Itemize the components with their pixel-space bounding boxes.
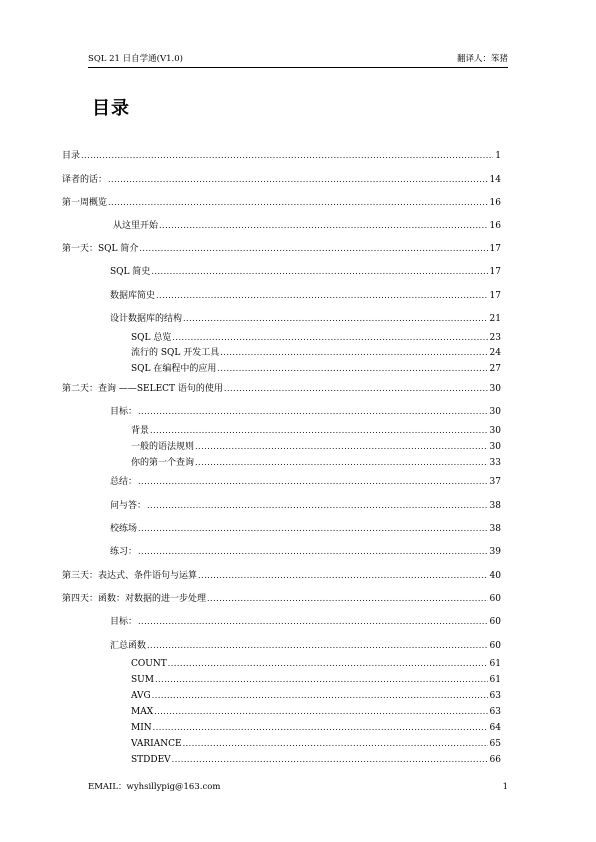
toc-entry-label: 设计数据库的结构: [110, 314, 183, 324]
toc-entry-label: 总结：: [110, 477, 138, 487]
toc-entry[interactable]: [110, 266, 501, 278]
toc-entry-label: 从这里开始: [113, 221, 159, 231]
footer-email: EMAIL：wyhsillypig@163.com: [88, 782, 221, 792]
toc-entry-page: 30: [489, 442, 501, 452]
toc-entry-label: 目标：: [110, 617, 138, 627]
toc-entry-label: 流行的 SQL 开发工具: [131, 348, 220, 358]
toc-entry-label: STDDEV: [131, 755, 171, 765]
toc-leader-dots: [183, 313, 488, 325]
toc-entry-label: 目标：: [110, 407, 138, 417]
toc-entry[interactable]: [62, 570, 501, 582]
toc-leader-dots: [183, 738, 488, 750]
toc-entry[interactable]: [131, 363, 501, 375]
toc-entry[interactable]: [131, 674, 501, 686]
toc-entry[interactable]: [110, 616, 501, 628]
toc-entry[interactable]: [131, 738, 501, 750]
toc-entry[interactable]: [110, 290, 501, 302]
toc-entry-label: 第一周概览: [62, 198, 108, 208]
toc-entry[interactable]: [110, 406, 501, 418]
page-footer: [88, 781, 508, 793]
toc-leader-dots: [108, 174, 488, 186]
toc-entry-label: 背景: [131, 426, 150, 436]
toc-leader-dots: [150, 425, 488, 437]
toc-entry-page: 61: [489, 675, 501, 685]
toc-entry-page: 63: [489, 691, 501, 701]
toc-entry-label: 第四天：函数：对数据的进一步处理: [62, 594, 207, 604]
toc-entry[interactable]: [110, 546, 501, 558]
toc-entry-page: 64: [489, 723, 501, 733]
toc-entry[interactable]: [131, 658, 501, 670]
toc-entry-label: SQL 在编程中的应用: [131, 364, 217, 374]
toc-entry-page: 63: [489, 707, 501, 717]
toc-entry-label: 译者的话：: [62, 175, 108, 185]
toc-entry-page: 14: [489, 175, 501, 185]
toc-leader-dots: [147, 500, 488, 512]
toc-entry-label: 校练场: [110, 524, 138, 534]
toc-leader-dots: [172, 754, 488, 766]
toc-entry[interactable]: [131, 347, 501, 359]
toc-entry-page: 39: [489, 547, 501, 557]
footer-page-number: 1: [502, 782, 508, 792]
toc-leader-dots: [156, 290, 488, 302]
header-translator: 翻译人：笨猪: [456, 54, 508, 64]
toc-entry-page: 61: [489, 659, 501, 669]
toc-entry-label: 你的第一个查询: [131, 458, 195, 468]
toc-entry-page: 1: [495, 151, 501, 161]
toc-entry-label: AVG: [131, 691, 151, 701]
toc-leader-dots: [224, 383, 488, 395]
toc-entry-page: 65: [489, 739, 501, 749]
toc-entry[interactable]: [131, 690, 501, 702]
toc-leader-dots: [151, 266, 487, 278]
toc-entry-page: 24: [489, 348, 501, 358]
toc-leader-dots: [217, 363, 487, 375]
toc-leader-dots: [172, 332, 487, 344]
toc-entry[interactable]: [62, 383, 501, 395]
toc-entry-label: 汇总函数: [110, 641, 147, 651]
toc-entry[interactable]: [131, 441, 501, 453]
toc-entry-label: 第三天：表达式、条件语句与运算: [62, 571, 198, 581]
toc-entry-label: 一般的语法规则: [131, 442, 195, 452]
toc-entry-label: SQL 总览: [131, 333, 172, 343]
toc-entry-page: 16: [489, 221, 501, 231]
toc-entry[interactable]: [62, 150, 501, 162]
toc-leader-dots: [159, 220, 488, 232]
toc-entry[interactable]: [110, 476, 501, 488]
toc-entry[interactable]: [131, 457, 501, 469]
toc-entry-page: 23: [489, 333, 501, 343]
toc-entry-page: 60: [489, 617, 501, 627]
toc-entry-label: VARIANCE: [131, 739, 182, 749]
toc-entry-page: 30: [489, 426, 501, 436]
toc-leader-dots: [195, 441, 488, 453]
toc-entry[interactable]: [110, 640, 501, 652]
toc-entry-label: 第一天：SQL 简介: [62, 244, 139, 254]
toc-entry-page: 33: [489, 458, 501, 468]
header-book-title: SQL 21 日自学通(V1.0): [88, 54, 183, 64]
toc-entry-page: 60: [489, 594, 501, 604]
toc-entry[interactable]: [62, 174, 501, 186]
toc-entry-page: 21: [489, 314, 501, 324]
toc-entry[interactable]: [110, 313, 501, 325]
toc-leader-dots: [147, 640, 488, 652]
toc-leader-dots: [195, 457, 488, 469]
toc-entry[interactable]: [131, 706, 501, 718]
toc-entry[interactable]: [131, 722, 501, 734]
toc-entry-label: 问与答：: [110, 501, 147, 511]
page-title: 目录: [92, 98, 130, 119]
toc-leader-dots: [207, 593, 488, 605]
toc-leader-dots: [152, 690, 488, 702]
toc-leader-dots: [220, 347, 487, 359]
toc-entry-page: 17: [489, 291, 501, 301]
toc-entry[interactable]: [62, 197, 501, 209]
toc-entry-page: 66: [489, 755, 501, 765]
toc-entry[interactable]: [131, 425, 501, 437]
toc-entry-page: 37: [489, 477, 501, 487]
toc-entry-page: 30: [489, 384, 501, 394]
toc-entry[interactable]: [113, 220, 501, 232]
toc-entry[interactable]: [62, 243, 501, 255]
toc-leader-dots: [138, 616, 488, 628]
toc-entry[interactable]: [110, 500, 501, 512]
toc-entry-page: 40: [489, 571, 501, 581]
toc-entry-page: 38: [489, 524, 501, 534]
toc-leader-dots: [155, 674, 488, 686]
toc-entry-page: 17: [489, 267, 501, 277]
toc-leader-dots: [138, 523, 488, 535]
toc-entry-page: 17: [489, 244, 501, 254]
toc-leader-dots: [138, 476, 488, 488]
toc-leader-dots: [108, 197, 488, 209]
toc-entry[interactable]: [110, 523, 501, 535]
toc-leader-dots: [198, 570, 488, 582]
toc-leader-dots: [154, 706, 487, 718]
toc-entry-label: SUM: [131, 675, 154, 685]
toc-leader-dots: [138, 406, 488, 418]
toc-entry-label: SQL 简史: [110, 267, 151, 277]
toc-entry-label: 目录: [62, 151, 81, 161]
toc-entry-label: 练习：: [110, 547, 138, 557]
toc-entry-label: MIN: [131, 723, 152, 733]
toc-leader-dots: [139, 243, 487, 255]
toc-entry-label: MAX: [131, 707, 154, 717]
toc-leader-dots: [168, 658, 488, 670]
toc-entry[interactable]: [131, 754, 501, 766]
toc-leader-dots: [153, 722, 488, 734]
toc-entry-page: 30: [489, 407, 501, 417]
toc-leader-dots: [138, 546, 488, 558]
toc-leader-dots: [81, 150, 493, 162]
toc-entry-page: 27: [489, 364, 501, 374]
toc-entry-page: 60: [489, 641, 501, 651]
toc-entry-page: 38: [489, 501, 501, 511]
toc-entry-label: COUNT: [131, 659, 167, 669]
toc-entry[interactable]: [62, 593, 501, 605]
toc-entry-label: 第二天：查询 ——SELECT 语句的使用: [62, 384, 223, 394]
toc-entry-label: 数据库简史: [110, 291, 156, 301]
toc-entry[interactable]: [131, 332, 501, 344]
toc-entry-page: 16: [489, 198, 501, 208]
